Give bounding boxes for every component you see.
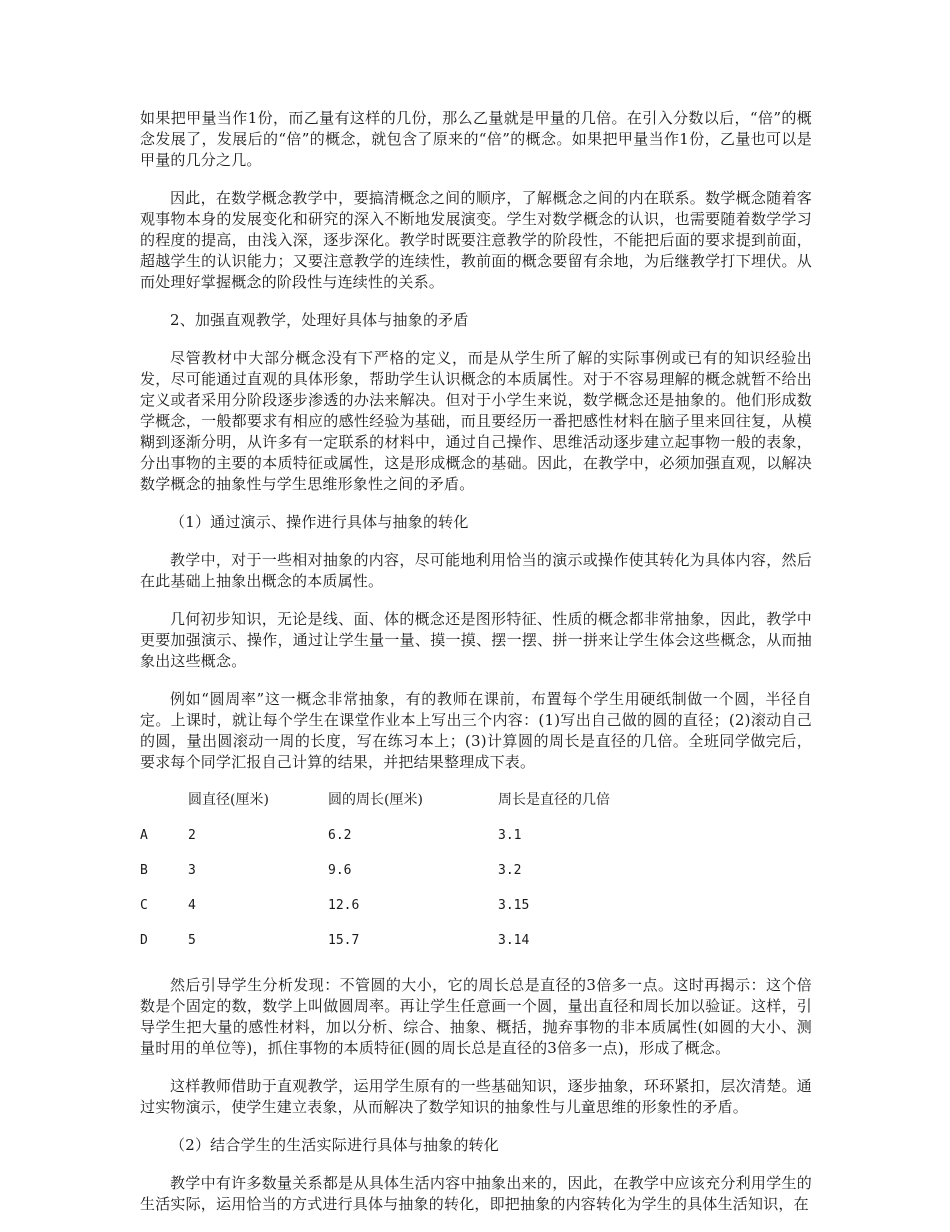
data-table (140, 790, 812, 965)
table-cell: 12.6 (328, 898, 360, 913)
row-label: C (140, 898, 148, 913)
table-cell: 3.14 (498, 933, 530, 948)
table-cell: 9.6 (328, 863, 352, 878)
table-row (140, 860, 812, 895)
table-cell: 2 (188, 828, 196, 843)
table-header-row (140, 790, 812, 825)
section-heading: 2、加强直观教学，处理好具体与抽象的矛盾 (170, 311, 469, 329)
subsection-heading: （1）通过演示、操作进行具体与抽象的转化 (170, 513, 469, 531)
paragraph: 然后引导学生分析发现：不管圆的大小，它的周长总是直径的3倍多一点。这时再揭示：这个倍数是个固定的数，数学上叫做圆周率。再让学生任意画一个圆，量出直径和周长加以验证。这样，引导学生把大量的感性材料，加以分析、综合、抽象、概括，抛弃事物的非本质属性(如圆的大小、测量时用的单位等)，抓住事物的本质特征(圆的周长总是直径的3倍多一点)，形成了概念。 (140, 976, 812, 1057)
column-header: 周长是直径的几倍 (498, 792, 610, 808)
table-row (140, 895, 812, 930)
paragraph: 教学中，对于一些相对抽象的内容，尽可能地利用恰当的演示或操作使其转化为具体内容，然后在此基础上抽象出概念的本质属性。 (140, 551, 812, 590)
row-label: A (140, 828, 148, 843)
paragraph: 尽管教材中大部分概念没有下严格的定义，而是从学生所了解的实际事例或已有的知识经验出发，尽可能通过直观的具体形象，帮助学生认识概念的本质属性。对于不容易理解的概念就暂不给出定义或者采用分阶段逐步渗透的办法来解决。但对于小学生来说，数学概念还是抽象的。他们形成数学概念，一般都要求有相应的感性经验为基础，而且要经历一番把感性材料在脑子里来回往复，从模糊到逐渐分明，从许多有一定联系的材料中，通过自己操作、思维活动逐步建立起事物一般的表象，分出事物的主要的本质特征或属性，这是形成概念的基础。因此，在教学中，必须加强直观，以解决数学概念的抽象性与学生思维形象性之间的矛盾。 (140, 349, 812, 493)
column-header: 圆直径(厘米) (188, 792, 269, 808)
table-cell: 3.1 (498, 828, 522, 843)
table-cell: 3 (188, 863, 196, 878)
table-cell: 4 (188, 898, 196, 913)
table-cell: 6.2 (328, 828, 352, 843)
column-header: 圆的周长(厘米) (328, 792, 423, 808)
paragraph: 例如“圆周率”这一概念非常抽象，有的教师在课前，布置每个学生用硬纸制做一个圆，半径自定。上课时，就让每个学生在课堂作业本上写出三个内容：(1)写出自己做的圆的直径；(2)滚动自己的圆，量出圆滚动一周的长度，写在练习本上；(3)计算圆的周长是直径的几倍。全班同学做完后，要求每个同学汇报自己计算的结果，并把结果整理成下表。 (140, 690, 812, 771)
subsection-heading: （2）结合学生的生活实际进行具体与抽象的转化 (170, 1136, 499, 1154)
table-row (140, 825, 812, 860)
paragraph: 因此，在数学概念教学中，要搞清概念之间的顺序，了解概念之间的内在联系。数学概念随着客观事物本身的发展变化和研究的深入不断地发展演变。学生对数学概念的认识，也需要随着数学学习的程度的提高，由浅入深，逐步深化。教学时既要注意教学的阶段性，不能把后面的要求提到前面，超越学生的认识能力；又要注意教学的连续性，教前面的概念要留有余地，为后继教学打下埋伏。从而处理好掌握概念的阶段性与连续性的关系。 (140, 189, 812, 291)
table-cell: 15.7 (328, 933, 360, 948)
paragraph: 教学中有许多数量关系都是从具体生活内容中抽象出来的，因此，在教学中应该充分利用学生的生活实际，运用恰当的方式进行具体与抽象的转化，即把抽象的内容转化为学生的具体生活知识，在 (140, 1174, 812, 1213)
paragraph: 几何初步知识，无论是线、面、体的概念还是图形特征、性质的概念都非常抽象，因此，教学中更要加强演示、操作，通过让学生量一量、摸一摸、摆一摆、拼一拼来让学生体会这些概念，从而抽象出这些概念。 (140, 610, 812, 670)
table-cell: 3.2 (498, 863, 522, 878)
paragraph: 如果把甲量当作1份，而乙量有这样的几份，那么乙量就是甲量的几倍。在引入分数以后，“倍”的概念发展了，发展后的“倍”的概念，就包含了原来的“倍”的概念。如果把甲量当作1份，乙量也可以是甲量的几分之几。 (140, 109, 812, 169)
table-row (140, 930, 812, 965)
document-page (140, 108, 812, 1232)
paragraph: 这样教师借助于直观教学，运用学生原有的一些基础知识，逐步抽象，环环紧扣，层次清楚。通过实物演示，使学生建立表象，从而解决了数学知识的抽象性与儿童思维的形象性的矛盾。 (140, 1077, 812, 1116)
row-label: D (140, 933, 148, 948)
table-cell: 5 (188, 933, 196, 948)
row-label: B (140, 863, 148, 878)
table-cell: 3.15 (498, 898, 530, 913)
